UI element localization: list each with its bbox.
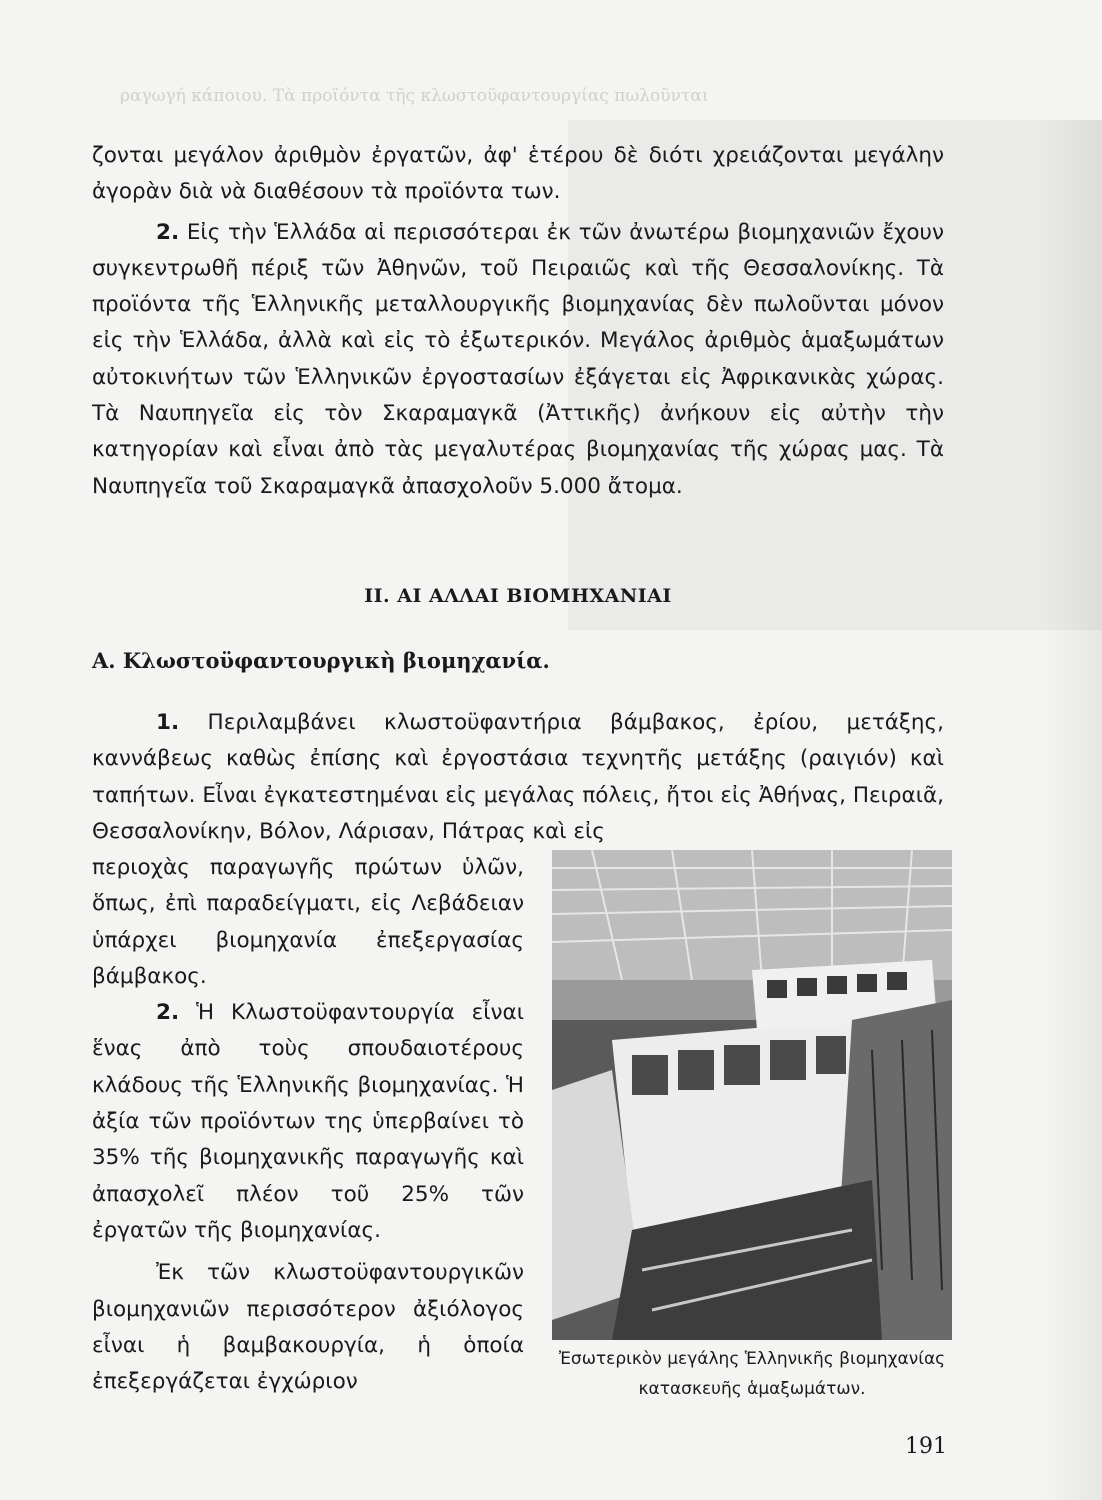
paragraph-text: Ἡ Κλωστοϋφαντουργία εἶναι ἕνας ἀπὸ τοὺς σπουδαιοτέρους κλάδους τῆς Ἑλληνικῆς βιομηχανίας. Ἡ ἀξία τῶν προϊόντων της ὑπερβαίνει τὸ 35% τῆς βιομηχανικῆς παραγωγῆς καὶ ἀπασχολεῖ πλέον τοῦ 25% τῶν ἐργατῶν τῆς βιομηχανίας. [92, 1000, 524, 1243]
paragraph-text: Εἰς τὴν Ἑλλάδα αἱ περισσότεραι ἐκ τῶν ἀνωτέρω βιομηχανιῶν ἔχουν συγκεντρωθῆ πέριξ τῶν Ἀθηνῶν, τοῦ Πειραιῶς καὶ τῆς Θεσσαλονίκης. Τὰ προϊόντα τῆς Ἑλληνικῆς μεταλλουργικῆς βιομηχανίας δὲν πωλοῦνται μόνον εἰς τὴν Ἑλλάδα, ἀλλὰ καὶ εἰς τὸ ἐξωτερικόν. Μεγάλος ἀριθμὸς ἁμαξωμάτων αὐτοκινήτων τῶν Ἑλληνικῶν ἐργοστασίων ἐξάγεται εἰς Ἀφρικανικὰς χώρας. Τὰ Ναυπηγεῖα εἰς τὸν Σκαραμαγκᾶ (Ἀττικῆς) ἀνήκουν εἰς αὐτὴν τὴν κατηγορίαν καὶ εἶναι ἀπὸ τὰς μεγαλυτέρας βιομηχανίας τῆς χώρας μας. Τὰ Ναυπηγεῖα τοῦ Σκαραμαγκᾶ ἀπασχολοῦν 5.000 ἄτομα. [92, 219, 944, 499]
paragraph-2 [92, 215, 944, 505]
subsection-heading: Α. Κλωστοϋφαντουργικὴ βιομηχανία. [92, 648, 550, 673]
photo-caption: Ἐσωτερικὸν μεγάλης Ἑλληνικῆς βιομηχανίας κατασκευῆς ἁμαξωμάτων. [558, 1349, 946, 1399]
paragraph-number: 1. [156, 710, 180, 735]
bleed-through-text: ραγωγή κάποιου. Τὰ προϊόντα τῆς κλωστοϋφαντουργίας πωλοῦνται [120, 86, 709, 106]
section-2-wide [92, 705, 944, 850]
section-heading: II. ΑΙ ΑΛΛΑΙ ΒΙΟΜΗΧΑΝΙΑΙ [364, 585, 672, 607]
section-2-narrow [92, 850, 524, 1400]
page-number: 191 [905, 1434, 947, 1459]
factory-interior-image [552, 850, 952, 1340]
section-1 [92, 138, 944, 505]
paragraph-text: Περιλαμβάνει κλωστοϋφαντήρια βάμβακος, ἐρίου, μετάξης, καννάβεως καθὼς ἐπίσης καὶ ἐργοστάσια τεχνητῆς μετάξης (ραιγιόν) καὶ ταπήτων. Εἶναι ἐγκατεστημέναι εἰς μεγάλας πόλεις, ἤτοι εἰς Ἀθήνας, Πειραιᾶ, Θεσσαλονίκην, Βόλον, Λάρισαν, Πάτρας καὶ εἰς [92, 710, 945, 844]
paragraph-2 [92, 995, 524, 1249]
paragraph-number: 2. [156, 219, 180, 245]
paragraph-1-continued: περιοχὰς παραγωγῆς πρώτων ὑλῶν, ὅπως, ἐπὶ παραδείγματι, εἰς Λεβάδειαν ὑπάρχει βιομηχανία ἐπεξεργασίας βάμβακος. [92, 855, 524, 989]
factory-photo [552, 850, 952, 1340]
paragraph-3: Ἐκ τῶν κλωστοϋφαντουργικῶν βιομηχανιῶν περισσότερον ἀξιόλογος εἶναι ἡ βαμβακουργία, ἡ ὁποία ἐπεξεργάζεται ἐγχώριον [92, 1260, 524, 1395]
paragraph-continuation: ζονται μεγάλον ἀριθμὸν ἐργατῶν, ἀφ' ἑτέρου δὲ διότι χρειάζονται μεγάλην ἀγορὰν διὰ νὰ διαθέσουν τὰ προϊόντα των. [92, 143, 944, 205]
paragraph-number: 2. [156, 1000, 180, 1026]
paragraph-1 [92, 705, 944, 850]
